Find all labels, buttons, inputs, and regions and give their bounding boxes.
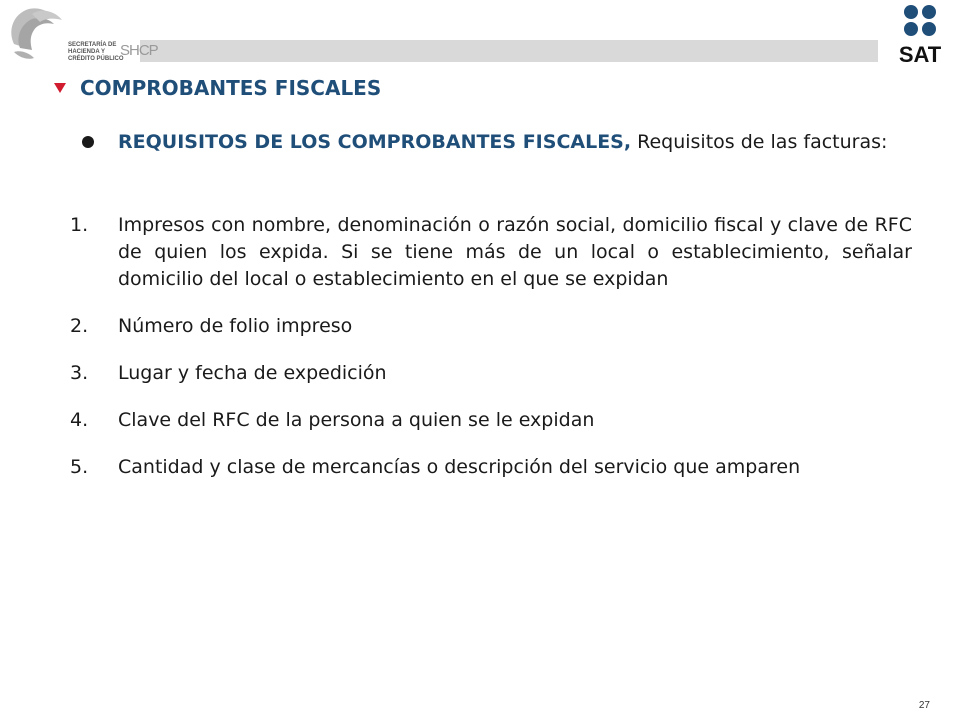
list-item-number: 1. xyxy=(70,214,89,236)
sat-logo-text: SAT xyxy=(898,42,942,67)
shcp-logo xyxy=(6,4,156,68)
slide-title-row xyxy=(54,76,381,100)
bullet-strong-text: REQUISITOS DE LOS COMPROBANTES FISCALES, xyxy=(118,131,632,153)
bullet-dot-icon xyxy=(82,136,94,148)
shcp-abbreviation: SHCP xyxy=(120,42,158,59)
shcp-logo-text: SECRETARÍA DE HACIENDA Y CRÉDITO PÚBLICO xyxy=(68,42,124,62)
title-marker-icon xyxy=(54,83,66,93)
list-item-text: Impresos con nombre, denominación o razón social, domicilio fiscal y clave de RFC de quien los expida. Si se tiene más de un local o establecimiento, señalar domicilio del local o establecimiento en el que se expidan xyxy=(118,214,912,290)
list-item xyxy=(70,454,912,481)
list-item-text: Lugar y fecha de expedición xyxy=(118,362,387,384)
slide-title: COMPROBANTES FISCALES xyxy=(80,76,382,100)
list-item xyxy=(70,407,912,434)
requirements-list xyxy=(70,212,912,501)
list-item-text: Número de folio impreso xyxy=(118,315,353,337)
bullet-paragraph xyxy=(82,126,912,158)
list-item xyxy=(70,360,912,387)
sat-logo xyxy=(884,2,956,68)
list-item-text: Clave del RFC de la persona a quien se le expidan xyxy=(118,409,595,431)
list-item xyxy=(70,212,912,293)
page-number: 27 xyxy=(918,700,930,711)
list-item-number: 4. xyxy=(70,409,89,431)
list-item-number: 2. xyxy=(70,315,89,337)
list-item-text: Cantidad y clase de mercancías o descripción del servicio que amparen xyxy=(118,456,801,478)
bullet-text xyxy=(118,126,912,158)
list-item-number: 5. xyxy=(70,456,89,478)
list-item-number: 3. xyxy=(70,362,89,384)
bullet-rest-text: Requisitos de las facturas: xyxy=(631,131,888,153)
header-bar xyxy=(140,40,878,62)
list-item xyxy=(70,313,912,340)
eagle-emblem-icon xyxy=(6,4,66,68)
